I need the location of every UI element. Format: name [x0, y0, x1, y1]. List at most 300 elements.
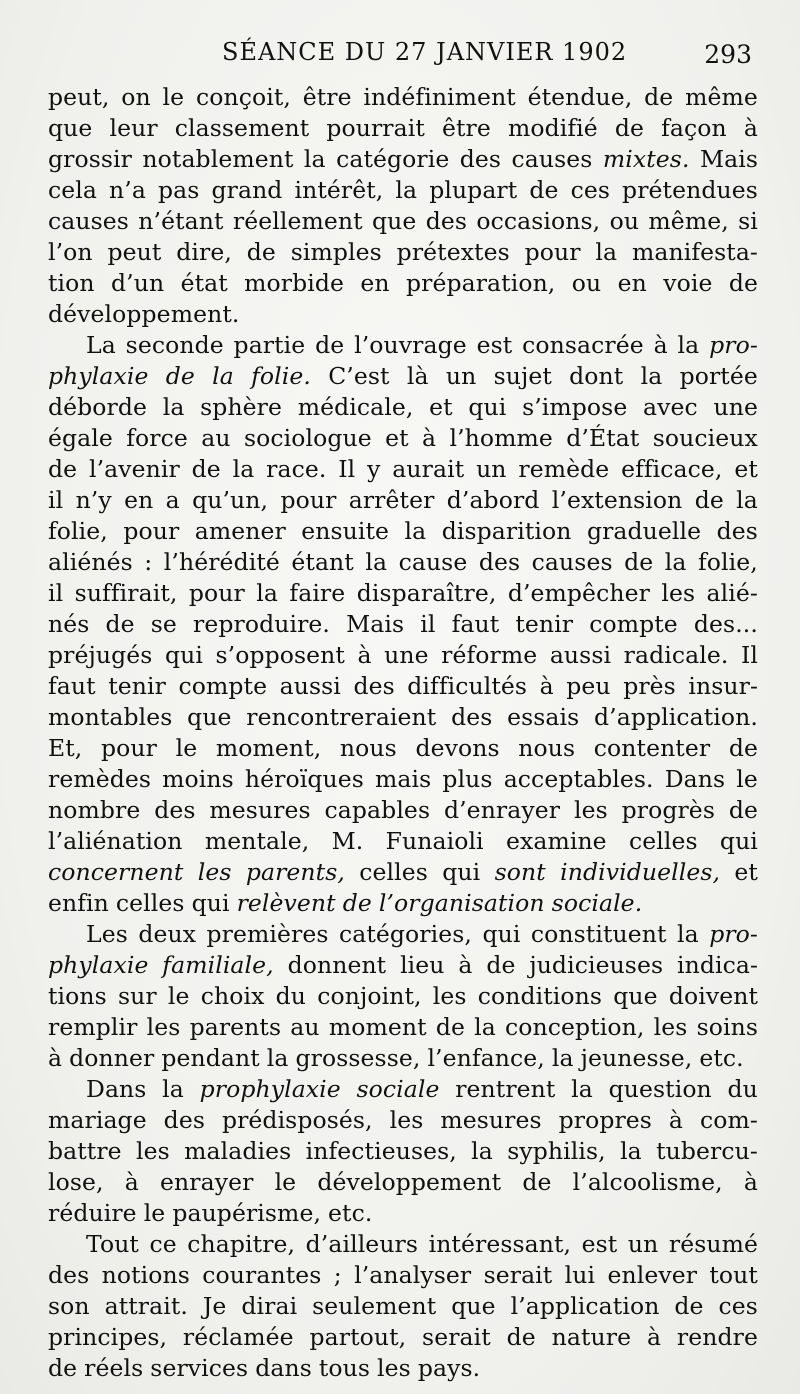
word: prédisposés,: [221, 1106, 373, 1134]
word: rencontreraient: [246, 703, 437, 731]
word: en: [360, 269, 390, 297]
word: à: [668, 1106, 684, 1134]
word: amener: [194, 517, 286, 545]
word: aliénés: [48, 548, 133, 576]
word: la: [620, 1137, 642, 1165]
word: de: [486, 951, 516, 979]
italic-word: mixtes.: [602, 145, 690, 173]
word: près: [623, 672, 676, 700]
word: leur: [109, 114, 158, 142]
italic-word: l’organisation: [378, 889, 545, 917]
word: Mais: [699, 145, 758, 173]
word: etc.: [699, 1044, 744, 1072]
word: ou: [609, 207, 640, 235]
word: alié-: [706, 579, 758, 607]
word: ce: [149, 1230, 177, 1258]
word: etc.: [328, 1199, 373, 1227]
word: égale: [48, 424, 113, 452]
word: tout: [709, 1261, 758, 1289]
word: sphère: [200, 393, 283, 421]
text-line: [48, 578, 758, 609]
italic-word: folie.: [251, 362, 311, 390]
italic-word: sociale: [356, 1075, 440, 1103]
word: se: [150, 610, 177, 638]
text-line: [48, 1322, 758, 1353]
word: qui: [442, 858, 481, 886]
word: de: [674, 1292, 704, 1320]
word: occasions,: [476, 207, 601, 235]
word: des: [425, 207, 468, 235]
word: si: [738, 207, 758, 235]
word: tenir: [515, 610, 574, 638]
page-number: 293: [704, 40, 752, 69]
word: catégories,: [338, 920, 472, 948]
word: et: [429, 393, 453, 421]
word: à: [421, 424, 437, 452]
word: en: [124, 486, 154, 514]
word: Les: [86, 920, 128, 948]
text-line: [48, 1012, 758, 1043]
word: La: [86, 331, 116, 359]
word: attrait.: [104, 1292, 188, 1320]
word: la: [162, 393, 185, 421]
word: courantes: [202, 1261, 322, 1289]
word: Et,: [48, 734, 83, 762]
word: acceptables.: [503, 765, 654, 793]
text-line: [48, 764, 758, 795]
word: ;: [333, 1261, 342, 1289]
word: reproduire.: [193, 610, 330, 638]
word: modifié: [507, 114, 598, 142]
word: les: [661, 579, 696, 607]
word: grossir: [48, 145, 132, 173]
word: d’abord: [446, 486, 540, 514]
word: intéressant,: [428, 1230, 572, 1258]
word: des: [451, 703, 493, 731]
word: radicale.: [623, 641, 729, 669]
word: donnent: [287, 951, 387, 979]
text-line: [48, 950, 758, 981]
word: on: [121, 83, 151, 111]
word: peut: [107, 238, 162, 266]
word: classement: [174, 114, 310, 142]
word: mais: [375, 765, 432, 793]
word: sujet: [493, 362, 552, 390]
word: de: [529, 176, 559, 204]
word: dans: [255, 1354, 312, 1382]
word: aurait: [392, 455, 465, 483]
word: seulement: [312, 1292, 437, 1320]
text-line: [48, 1105, 758, 1136]
word: la: [595, 238, 618, 266]
word: réforme: [441, 641, 538, 669]
word: remèdes: [48, 765, 152, 793]
text-line: [48, 361, 758, 392]
text-line: [48, 175, 758, 206]
word: il: [48, 486, 64, 514]
word: l’on: [48, 238, 93, 266]
word: des: [163, 1106, 205, 1134]
word: de: [728, 796, 758, 824]
word: d’ailleurs: [305, 1230, 419, 1258]
text-line: [48, 423, 758, 454]
word: qui: [191, 889, 230, 917]
text-line: [48, 206, 758, 237]
word: ces: [718, 1292, 758, 1320]
word: doivent: [668, 982, 758, 1010]
word: une: [713, 393, 758, 421]
word: de: [48, 455, 78, 483]
word: constituent: [530, 920, 667, 948]
text-line: [48, 826, 758, 857]
word: et: [385, 424, 409, 452]
word: rendre: [676, 1323, 758, 1351]
word: réclamée: [182, 1323, 294, 1351]
word: les: [389, 1106, 424, 1134]
word: l’ouvrage: [354, 331, 467, 359]
word: résumé: [668, 1230, 758, 1258]
word: la: [571, 1075, 593, 1103]
word: infectieuses,: [305, 1137, 457, 1165]
word: Funaioli: [385, 827, 484, 855]
text-line: [48, 547, 758, 578]
word: chapitre,: [187, 1230, 296, 1258]
word: conjoint,: [317, 982, 422, 1010]
word: essais: [507, 703, 580, 731]
word: sur: [118, 982, 157, 1010]
word: soucieux: [652, 424, 758, 452]
word: Je: [202, 1292, 227, 1320]
word: la: [677, 920, 699, 948]
word: notablement: [142, 145, 294, 173]
word: intérêt,: [294, 176, 384, 204]
word: deux: [138, 920, 197, 948]
word: manifesta-: [631, 238, 758, 266]
italic-word: les: [197, 858, 232, 886]
word: de: [105, 610, 135, 638]
text-line: [48, 795, 758, 826]
word: des: [459, 145, 502, 173]
word: aussi: [279, 672, 341, 700]
word: l’hérédité: [163, 548, 280, 576]
word: en: [617, 269, 647, 297]
word: le: [162, 83, 185, 111]
italic-word: pro-: [709, 331, 758, 359]
word: le: [274, 1168, 297, 1196]
word: à: [743, 114, 758, 142]
word: moment: [328, 1013, 427, 1041]
word: a: [165, 486, 180, 514]
word: de: [48, 1354, 78, 1382]
word: à: [539, 672, 554, 700]
word: étendue,: [527, 83, 633, 111]
word: difficultés: [407, 672, 528, 700]
word: moins: [162, 765, 234, 793]
word: grossesse,: [295, 1044, 421, 1072]
word: à: [357, 641, 372, 669]
word: :: [144, 548, 153, 576]
word: le: [175, 734, 198, 762]
word: aussi: [549, 641, 612, 669]
word: pourrait: [326, 114, 425, 142]
word: pendant: [161, 1044, 260, 1072]
text-line: [48, 113, 758, 144]
word: la: [640, 362, 663, 390]
word: tion: [48, 269, 95, 297]
text-line: [48, 330, 758, 361]
word: judicieuses: [529, 951, 664, 979]
text-line: [48, 609, 758, 640]
word: peu: [566, 672, 611, 700]
italic-word: phylaxie: [48, 362, 149, 390]
word: d’État: [566, 424, 640, 452]
word: seconde: [125, 331, 224, 359]
text-line: [48, 733, 758, 764]
word: dirai: [241, 1292, 298, 1320]
text-line: [48, 82, 758, 113]
text-line: [48, 1074, 758, 1105]
word: que: [613, 982, 658, 1010]
word: s’impose: [522, 393, 628, 421]
word: l’avenir: [88, 455, 180, 483]
word: le: [167, 982, 190, 1010]
word: conditions: [477, 982, 603, 1010]
word: la: [266, 1044, 289, 1072]
word: un: [445, 362, 477, 390]
word: rentrent: [455, 1075, 556, 1103]
word: n’y: [75, 486, 112, 514]
word: de: [614, 114, 644, 142]
word: pas: [158, 176, 200, 204]
page-header: [0, 38, 800, 74]
running-head: SÉANCE DU 27 JANVIER 1902: [222, 38, 628, 66]
text-line: [48, 1198, 758, 1229]
word: l’homme: [449, 424, 553, 452]
word: de: [315, 331, 345, 359]
word: n’a: [109, 176, 146, 204]
word: pour: [524, 238, 581, 266]
word: ces: [570, 176, 610, 204]
word: de: [694, 486, 724, 514]
word: progrès: [621, 796, 715, 824]
word: de: [624, 548, 654, 576]
word: tous: [318, 1354, 371, 1382]
word: réels: [84, 1354, 144, 1382]
word: d’un: [111, 269, 165, 297]
word: prétendues: [622, 176, 758, 204]
word: ou: [571, 269, 602, 297]
word: de: [728, 734, 758, 762]
text-line: [48, 1229, 758, 1260]
word: d’enrayer: [443, 796, 561, 824]
word: notions: [101, 1261, 190, 1289]
word: faire: [289, 579, 346, 607]
word: l’enfance,: [427, 1044, 545, 1072]
word: à: [458, 951, 473, 979]
italic-word: de: [342, 889, 372, 917]
word: de: [644, 83, 674, 111]
word: la: [404, 517, 427, 545]
word: mariage: [48, 1106, 147, 1134]
word: s’opposent: [215, 641, 345, 669]
word: examine: [505, 827, 607, 855]
word: la: [365, 548, 388, 576]
word: question: [608, 1075, 712, 1103]
italic-word: pro-: [709, 920, 758, 948]
word: principes,: [48, 1323, 168, 1351]
word: force: [126, 424, 188, 452]
word: les: [432, 982, 467, 1010]
text-line: [48, 1167, 758, 1198]
word: les: [653, 1013, 688, 1041]
word: il: [48, 579, 64, 607]
word: dire,: [176, 238, 232, 266]
word: propres: [558, 1106, 652, 1134]
word: faut: [48, 672, 96, 700]
word: médicale,: [297, 393, 414, 421]
word: C’est: [328, 362, 390, 390]
text-line: [48, 485, 758, 516]
text-line: [48, 1136, 758, 1167]
word: ensuite: [301, 517, 390, 545]
text-line: [48, 702, 758, 733]
word: d’empêcher: [507, 579, 650, 607]
word: Tout: [86, 1230, 139, 1258]
word: enfin: [48, 889, 109, 917]
word: de: [246, 238, 276, 266]
word: et: [734, 455, 758, 483]
word: pour: [123, 517, 180, 545]
word: l’alcoolisme,: [572, 1168, 723, 1196]
word: de: [728, 269, 758, 297]
word: des: [48, 1261, 90, 1289]
word: son: [48, 1292, 90, 1320]
italic-word: sont: [494, 858, 546, 886]
word: prétextes: [396, 238, 510, 266]
word: même,: [648, 207, 729, 235]
word: nous: [339, 734, 397, 762]
word: indica-: [676, 951, 758, 979]
word: services: [150, 1354, 249, 1382]
word: au: [201, 424, 231, 452]
text-line: [48, 919, 758, 950]
text-line: [48, 1043, 758, 1074]
word: causes: [48, 207, 129, 235]
word: que: [187, 703, 232, 731]
word: mesures: [209, 796, 311, 824]
text-line: [48, 268, 758, 299]
word: choix: [200, 982, 265, 1010]
word: pour: [101, 734, 157, 762]
body-text: [48, 82, 758, 1384]
word: parents: [189, 1013, 282, 1041]
word: être: [302, 83, 352, 111]
word: consacrée: [522, 331, 644, 359]
word: y: [367, 455, 381, 483]
italic-word: parents,: [245, 858, 345, 886]
word: contenter: [593, 734, 711, 762]
word: qui: [164, 641, 203, 669]
word: voie: [663, 269, 713, 297]
text-line: [48, 237, 758, 268]
word: serait: [422, 1323, 491, 1351]
text-line: [48, 392, 758, 423]
word: l’application: [510, 1292, 660, 1320]
word: insur-: [688, 672, 758, 700]
word: enlever: [607, 1261, 698, 1289]
word: il: [420, 610, 436, 638]
word: cause: [398, 548, 468, 576]
word: devons: [415, 734, 500, 762]
word: cela: [48, 176, 97, 204]
word: des: [154, 796, 196, 824]
word: être: [441, 114, 491, 142]
italic-word: prophylaxie: [199, 1075, 341, 1103]
italic-word: phylaxie: [48, 951, 149, 979]
word: préparation,: [405, 269, 556, 297]
word: maladies: [184, 1137, 292, 1165]
text-line: [48, 857, 758, 888]
word: celles: [628, 827, 698, 855]
word: qui: [719, 827, 758, 855]
word: de: [191, 455, 221, 483]
word: à: [646, 1323, 662, 1351]
word: simples: [290, 238, 382, 266]
italic-word: la: [212, 362, 234, 390]
word: le: [143, 1199, 166, 1227]
word: lieu: [400, 951, 445, 979]
word: pour: [280, 486, 337, 514]
italic-word: de: [165, 362, 195, 390]
word: grand: [211, 176, 283, 204]
word: avec: [643, 393, 698, 421]
word: premières: [206, 920, 329, 948]
text-line: [48, 144, 758, 175]
word: peut,: [48, 83, 110, 111]
word: de: [435, 1013, 465, 1041]
word: l’extension: [551, 486, 683, 514]
word: race.: [266, 455, 327, 483]
text-line: [48, 888, 758, 919]
word: enrayer: [160, 1168, 254, 1196]
word: des: [353, 672, 395, 700]
word: soins: [696, 1013, 758, 1041]
word: est: [476, 331, 513, 359]
word: développement: [317, 1168, 502, 1196]
word: qu’un,: [192, 486, 269, 514]
word: tenir: [108, 672, 166, 700]
italic-word: concernent: [48, 858, 184, 886]
word: développement.: [48, 300, 240, 328]
word: un: [627, 1230, 659, 1258]
word: que: [451, 1292, 496, 1320]
word: les: [377, 1354, 411, 1382]
word: et: [734, 858, 758, 886]
word: moment,: [215, 734, 322, 762]
word: là: [406, 362, 429, 390]
word: Il: [338, 455, 356, 483]
word: la: [664, 548, 687, 576]
italic-word: relèvent: [236, 889, 336, 917]
word: remède: [518, 455, 610, 483]
word: Dans: [86, 1075, 147, 1103]
word: à: [743, 1168, 758, 1196]
text-line: [48, 671, 758, 702]
word: réduire: [48, 1199, 137, 1227]
word: remplir: [48, 1013, 138, 1041]
word: paupérisme,: [172, 1199, 322, 1227]
word: celles: [359, 858, 428, 886]
